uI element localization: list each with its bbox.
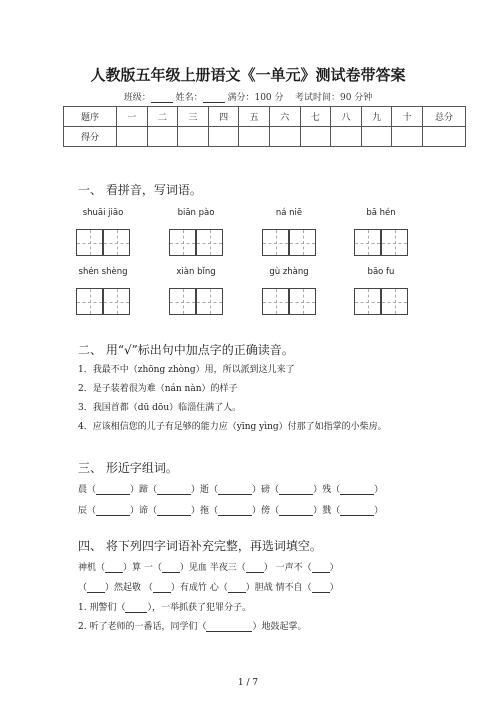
answer-blank[interactable] xyxy=(162,563,180,573)
pinyin-label: shuāi jiāo xyxy=(82,208,124,218)
question-line: 4．应该相信您的儿子有足够的能力应（yīng yìng）付那了如指掌的小柴房。 xyxy=(78,422,387,432)
header-cell: 九 xyxy=(361,107,392,127)
idiom-prompt: ） xyxy=(329,563,339,573)
question-line: 2．是子装着很为难（nán nàn）的样子 xyxy=(78,384,238,394)
score-cell[interactable] xyxy=(269,127,300,147)
pinyin-label: biān pào xyxy=(177,208,215,218)
answer-blank[interactable] xyxy=(125,603,147,613)
answer-blank[interactable] xyxy=(312,583,330,593)
header-cell: 四 xyxy=(208,107,239,127)
score-cell[interactable] xyxy=(361,127,392,147)
answer-blank[interactable] xyxy=(206,622,252,632)
exam-time: 考试时间：90 分钟 xyxy=(294,93,373,103)
section4-heading: 四、 将下列四字词语补充完整，再选词填空。 xyxy=(78,539,322,553)
score-cell[interactable] xyxy=(208,127,239,147)
idiom-row xyxy=(78,560,339,573)
score-cell[interactable] xyxy=(392,127,423,147)
header-cell: 题序 xyxy=(64,107,117,127)
pinyin-label: shén shèng xyxy=(78,267,128,277)
word-group-row xyxy=(78,503,383,516)
header-cell: 二 xyxy=(147,107,178,127)
class-blank xyxy=(151,93,173,103)
idiom-prompt: ）胆战 情不自（ xyxy=(245,583,312,593)
section1-heading: 一、 看拼音，写词语。 xyxy=(78,183,202,197)
answer-blank[interactable] xyxy=(340,485,374,495)
score-cell[interactable] xyxy=(117,127,148,147)
char-prompt: ）蹄（ xyxy=(130,485,158,495)
question-text: 1. 刑警们（ xyxy=(78,603,126,613)
page-title: 人教版五年级上册语文《一单元》测试卷带答案 xyxy=(90,66,406,84)
char-prompt: ）逝（ xyxy=(191,485,219,495)
answer-blank[interactable] xyxy=(157,485,191,495)
idiom-prompt: ）有成竹 心（ xyxy=(170,583,228,593)
header-cell: 八 xyxy=(331,107,362,127)
question-text: ）地鼓起掌。 xyxy=(252,622,307,632)
char-prompt: ）傍（ xyxy=(252,506,280,516)
score-table xyxy=(63,106,466,147)
idiom-prompt: ）见血 半夜三（ xyxy=(179,563,246,573)
question-text: 2. 听了老师的一番话，同学们（ xyxy=(78,622,207,632)
header-cell: 七 xyxy=(300,107,331,127)
fill-question xyxy=(78,600,251,613)
pinyin-label: ná niē xyxy=(275,208,303,218)
idiom-prompt: ） 一声不（ xyxy=(263,563,312,573)
header-cell: 五 xyxy=(239,107,270,127)
header-cell: 三 xyxy=(178,107,209,127)
header-cell: 十 xyxy=(392,107,423,127)
answer-blank[interactable] xyxy=(312,563,330,573)
answer-blank[interactable] xyxy=(279,485,313,495)
char-prompt: ）拖（ xyxy=(191,506,219,516)
char-prompt: ）戮（ xyxy=(313,506,341,516)
answer-blank[interactable] xyxy=(96,485,130,495)
idiom-prompt: ）算 一（ xyxy=(123,563,162,573)
char-prompt: 晨（ xyxy=(78,485,97,495)
score-cell[interactable] xyxy=(239,127,270,147)
answer-blank[interactable] xyxy=(105,563,123,573)
pinyin-label: bāo fu xyxy=(367,267,395,277)
score-row-label: 得分 xyxy=(64,127,117,147)
page-number: 1 / 7 xyxy=(237,678,259,688)
score-header-row xyxy=(64,107,466,127)
pinyin-label: bā hén xyxy=(366,208,396,218)
idiom-prompt: ）然起敬 （ xyxy=(105,583,153,593)
char-prompt: ）残（ xyxy=(313,485,341,495)
answer-blank[interactable] xyxy=(218,506,252,516)
char-prompt: ） xyxy=(374,485,384,495)
header-cell: 一 xyxy=(117,107,148,127)
answer-blank[interactable] xyxy=(218,485,252,495)
word-group-row xyxy=(78,482,383,495)
score-cell[interactable] xyxy=(423,127,466,147)
answer-blank[interactable] xyxy=(157,506,191,516)
question-text: ），一举抓获了犯罪分子。 xyxy=(147,603,251,613)
score-cell[interactable] xyxy=(300,127,331,147)
full-score: 满分：100 分 xyxy=(227,93,284,103)
answer-blank[interactable] xyxy=(340,506,374,516)
answer-blank[interactable] xyxy=(87,583,105,593)
section3-heading: 三、 形近字组词。 xyxy=(78,461,178,475)
char-prompt: ）磅（ xyxy=(252,485,280,495)
name-blank xyxy=(203,93,225,103)
idiom-prompt: ） xyxy=(329,583,339,593)
idiom-prompt: （ xyxy=(78,583,88,593)
question-line: 1．我最不中（zhōng zhòng）用，所以派到这儿来了 xyxy=(78,365,295,375)
score-cell[interactable] xyxy=(331,127,362,147)
answer-blank[interactable] xyxy=(279,506,313,516)
fill-question xyxy=(78,619,306,632)
pinyin-label: gù zhàng xyxy=(269,267,309,277)
char-prompt: ） xyxy=(374,506,384,516)
pinyin-label: xiàn bǐng xyxy=(176,267,216,277)
answer-blank[interactable] xyxy=(96,506,130,516)
answer-blank[interactable] xyxy=(228,583,246,593)
score-cell[interactable] xyxy=(178,127,209,147)
header-cell: 总分 xyxy=(423,107,466,127)
name-label: 姓名： xyxy=(175,93,203,103)
header-cell: 六 xyxy=(269,107,300,127)
score-row xyxy=(64,127,466,147)
exam-info xyxy=(0,90,496,103)
idiom-row xyxy=(78,580,339,593)
score-cell[interactable] xyxy=(147,127,178,147)
question-line: 3．我国首都（dū dōu）临淄住满了人。 xyxy=(78,403,242,413)
idiom-prompt: 神机（ xyxy=(78,563,106,573)
char-prompt: 辰（ xyxy=(78,506,97,516)
char-prompt: ）谛（ xyxy=(130,506,158,516)
section2-heading: 二、 用“√”标出句中加点字的正确读音。 xyxy=(78,343,294,357)
answer-blank[interactable] xyxy=(246,563,264,573)
class-label: 班级： xyxy=(123,93,151,103)
answer-blank[interactable] xyxy=(153,583,171,593)
